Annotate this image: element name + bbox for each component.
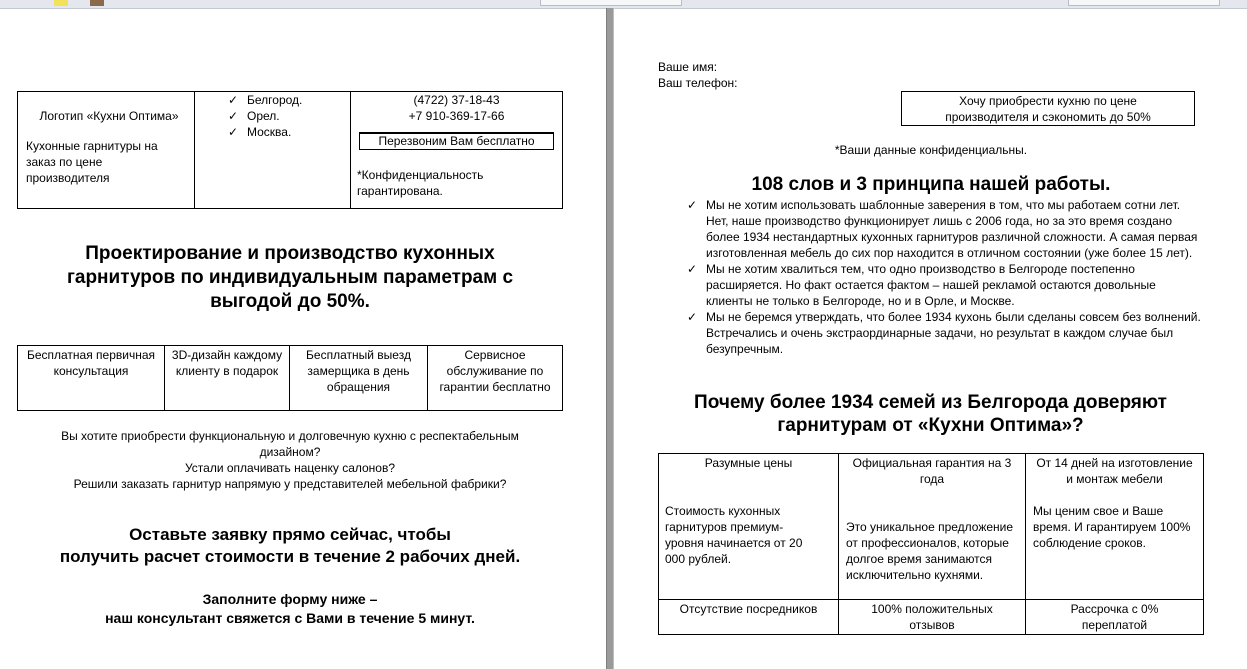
name-field-label[interactable]: Ваше имя: (658, 60, 718, 74)
trust-table (658, 453, 1204, 635)
trust-cell (1026, 454, 1204, 600)
trust-footer-cell: Рассрочка с 0% переплатой (1026, 600, 1204, 635)
cta-title: Оставьте заявку прямо сейчас, чтобы получить расчет стоимости в течение 2 рабочих дней. (59, 525, 521, 566)
city-item: ✓ Белгород. (223, 92, 346, 108)
trust-body: Стоимость кухонных гарнитуров премиум-уровня начинается от 20 000 рублей. (665, 504, 803, 566)
hero-title: Проектирование и производство кухонных гарнитуров по индивидуальным параметрам с выгодой до 50%. (66, 243, 514, 312)
trust-footer-cell: Отсутствие посредников (659, 600, 839, 635)
toolbar-icon[interactable] (54, 0, 68, 6)
page-divider (606, 8, 614, 669)
benefit-cell: Бесплатная первичная консультация (18, 346, 165, 411)
benefit-cell: Сервисное обслуживание по гарантии бесплатно (428, 346, 563, 411)
trust-heading: Разумные цены (704, 456, 793, 470)
callback-button[interactable]: Перезвоним Вам бесплатно (359, 132, 554, 150)
principle-item: ✓ Мы не хотим использовать шаблонные заверения в том, что мы работаем сотни лет. Нет, наше производство функционирует лишь с 2006 года, но за это время создано более 1934 нестандартных кухонных гарнитуров различной сложности. А самая первая изготовленная мебель до сих пор находится в отличном состоянии (уже более 15 лет). (682, 197, 1202, 261)
submit-button[interactable]: Хочу приобрести кухню по цене производителя и сэкономить до 50% (901, 91, 1195, 126)
privacy-note: *Ваши данные конфиденциальны. (834, 143, 1028, 157)
principles-list (682, 197, 1202, 357)
principle-item: ✓ Мы не хотим хвалиться тем, что одно производство в Белгороде постепенно расширяется. Но факт остается фактом – нашей рекламой остаются довольные клиенты не только в Белгороде, но и в Орле, и Москве. (682, 261, 1202, 309)
toolbar-icon[interactable] (90, 0, 104, 6)
benefit-cell: 3D-дизайн каждому клиенту в подарок (165, 346, 290, 411)
logo-cell (18, 92, 195, 209)
trust-body: Это уникальное предложение от профессионалов, которые долгое время занимаются исключительно кухнями. (846, 520, 1014, 582)
trust-heading: Официальная гарантия на 3 года (852, 456, 1012, 486)
questions-block: Вы хотите приобрести функциональную и долговечную кухню с респектабельным дизайном? Устали оплачивать наценку салонов? Решили заказать гарнитур напрямую у представителей мебельной фабрики? (61, 429, 519, 491)
logo-placeholder: Логотип «Кухни Оптима» (39, 109, 179, 123)
benefit-cell: Бесплатный выезд замерщика в день обращения (290, 346, 428, 411)
principle-item: ✓ Мы не беремся утверждать, что более 1934 кухонь были сделаны совсем без волнений. Встречались и очень экстраординарные задачи, но результат в каждом случае был безупречным. (682, 309, 1202, 357)
toolbar-strip (0, 0, 1247, 9)
city-item: ✓ Москва. (223, 124, 346, 140)
phone-1: (4722) 37-18-43 (413, 93, 500, 107)
toolbar-field[interactable] (540, 0, 682, 6)
trust-cell (659, 454, 839, 600)
tagline: Кухонные гарнитуры на заказ по цене производителя (26, 139, 158, 185)
checkmark-icon: ✓ (227, 125, 239, 139)
trust-body: Мы ценим свое и Ваше время. И гарантируем 100% соблюдение сроков. (1033, 504, 1191, 550)
cta-subtitle: Заполните форму ниже – наш консультант свяжется с Вами в течение 5 минут. (105, 591, 475, 626)
trust-title: Почему более 1934 семей из Белгорода доверяют гарнитурам от «Кухни Оптима»? (694, 392, 1167, 436)
city-item: ✓ Орел. (223, 108, 346, 124)
principles-title: 108 слов и 3 принципа нашей работы. (751, 174, 1111, 195)
checkmark-icon: ✓ (686, 262, 698, 276)
phone-2: +7 910-369-17-66 (408, 109, 505, 123)
cities-list (223, 92, 346, 140)
trust-footer-cell: 100% положительных отзывов (839, 600, 1026, 635)
benefits-table (17, 345, 563, 411)
phone-field-label[interactable]: Ваш телефон: (658, 76, 738, 90)
contacts-cell (351, 92, 563, 209)
cities-cell (195, 92, 351, 209)
trust-heading: От 14 дней на изготовление и монтаж мебели (1036, 456, 1193, 486)
confidential-note: *Конфиденциальность гарантирована. (357, 168, 484, 198)
trust-cell (839, 454, 1026, 600)
header-table (17, 91, 563, 209)
checkmark-icon: ✓ (227, 93, 239, 107)
checkmark-icon: ✓ (686, 198, 698, 212)
toolbar-field[interactable] (1068, 0, 1220, 6)
checkmark-icon: ✓ (227, 109, 239, 123)
checkmark-icon: ✓ (686, 310, 698, 324)
